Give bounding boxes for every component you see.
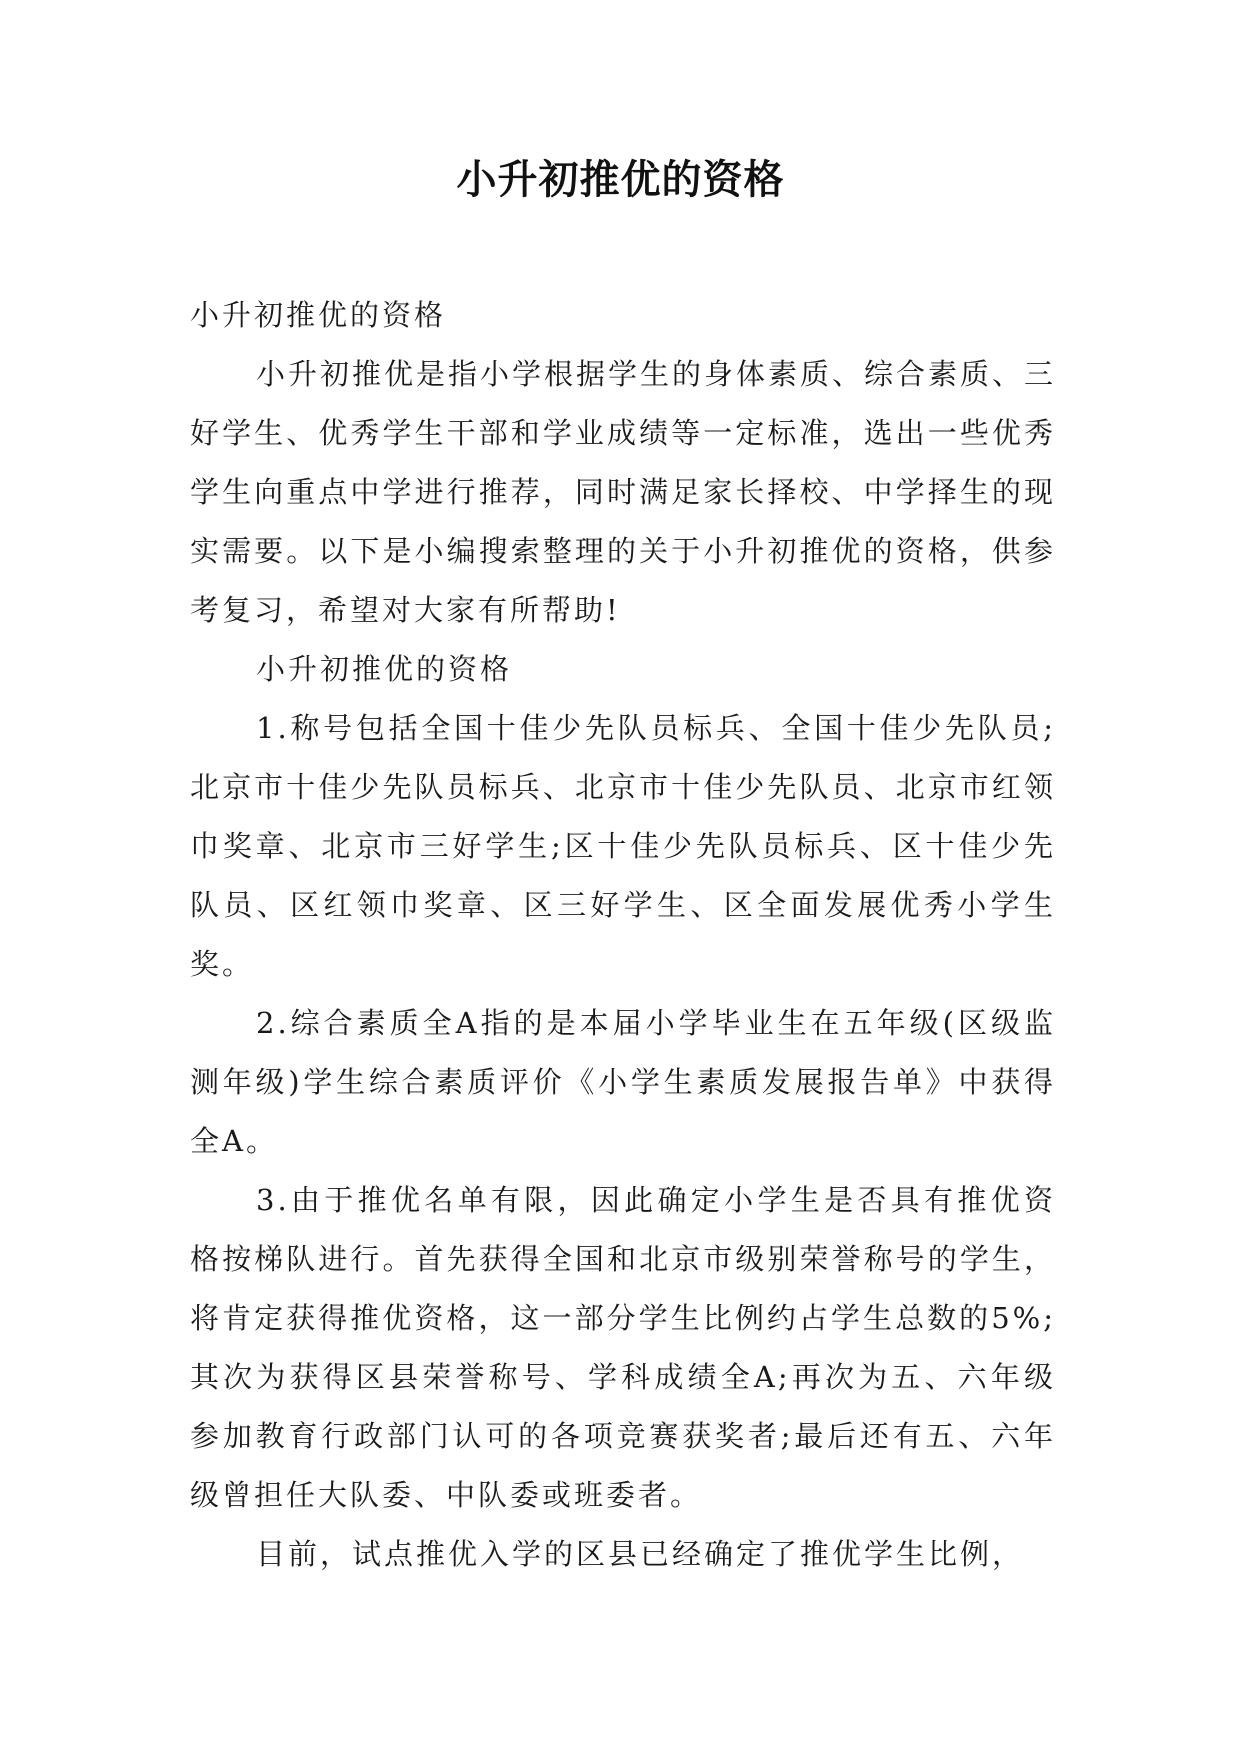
- document-title: 小升初推优的资格: [456, 157, 785, 203]
- closing-paragraph: 目前，试点推优入学的区县已经确定了推优学生比例，: [256, 1537, 1025, 1571]
- intro-paragraph: 小升初推优是指小学根据学生的身体素质、综合素质、三好学生、优秀学生干部和学业成绩等一定标准，选出一些优秀学生向重点中学进行推荐，同时满足家长择校、中学择生的现实需要。以下是小编搜索整理的关于小升初推优的资格，供参考复习，希望对大家有所帮助!: [190, 357, 1057, 627]
- subtitle-paragraph: 小升初推优的资格: [190, 298, 447, 332]
- item-3-paragraph: 3.由于推优名单有限，因此确定小学生是否具有推优资格按梯队进行。首先获得全国和北京市级别荣誉称号的学生，将肯定获得推优资格，这一部分学生比例约占学生总数的5%;其次为获得区县荣誉称号、学科成绩全A;再次为五、六年级参加教育行政部门认可的各项竞赛获奖者;最后还有五、六年级曾担任大队委、中队委或班委者。: [190, 1183, 1056, 1512]
- item-1-paragraph: 1.称号包括全国十佳少先队员标兵、全国十佳少先队员;北京市十佳少先队员标兵、北京市十佳少先队员、北京市红领巾奖章、北京市三好学生;区十佳少先队员标兵、区十佳少先队员、区红领巾奖章、区三好学生、区全面发展优秀小学生奖。: [190, 711, 1056, 981]
- document-body: [190, 286, 1056, 1584]
- item-2-paragraph: 2.综合素质全A指的是本届小学毕业生在五年级(区级监测年级)学生综合素质评价《小学生素质发展报告单》中获得全A。: [190, 1006, 1056, 1158]
- section-heading-paragraph: 小升初推优的资格: [256, 652, 513, 686]
